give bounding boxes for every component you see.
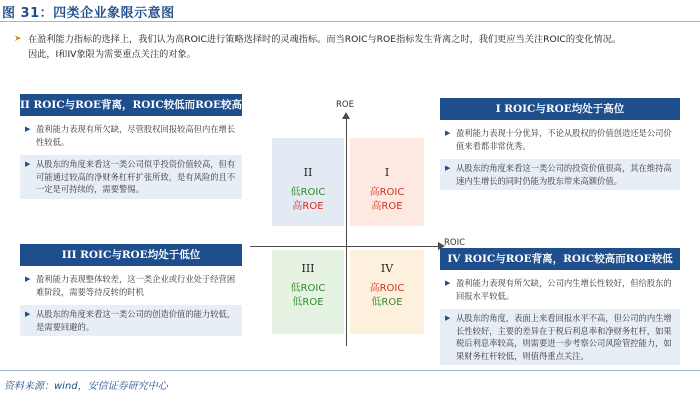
panel-bullet: ▶ 盈利能力表现整体较差，这一类企业或行业处于经营困难阶段，需要等待反转的时机 [25, 274, 236, 297]
roe-axis-label: ROE [336, 100, 354, 110]
quadrant-roe-label: 高ROE [371, 201, 403, 212]
quadrant-number: III [301, 262, 315, 275]
panel-quadrant-iii [20, 244, 242, 344]
roe-axis-line [346, 118, 347, 346]
quadrant-number: I [384, 166, 390, 179]
panel-bullet: ▶ 从股东的角度来看这一类公司似乎投资价值较高，但有可能通过较高的净财务杠杆扩张所致，是有风险的且不一定是可持续的，需要警惕。 [20, 155, 242, 199]
intro-line-2: 因此，I和IV象限为需要重点关注的对象。 [28, 49, 196, 60]
quadrant-roic-label: 高ROIC [369, 187, 405, 198]
panel-quadrant-i [440, 98, 680, 198]
quadrant-iv [350, 250, 424, 334]
quadrant-roic-label: 低ROIC [290, 283, 326, 294]
intro-text [14, 32, 694, 62]
axis-arrow-up-icon [342, 112, 350, 119]
roic-axis-label: ROIC [444, 238, 466, 248]
bullet-icon: ▶ [445, 164, 451, 172]
quadrant-roe-label: 高ROE [292, 201, 324, 212]
bullet-icon: ▶ [445, 314, 451, 322]
bullet-icon: ▶ [25, 160, 31, 168]
panel-heading: I ROIC与ROE均处于高位 [440, 98, 680, 120]
bullet-icon: ▶ [25, 275, 31, 283]
arrow-right-icon: ➤ [14, 34, 22, 44]
panel-quadrant-iv [440, 248, 680, 368]
panel-quadrant-ii [20, 94, 242, 194]
bullet-icon: ▶ [445, 129, 451, 137]
panel-heading: IV ROIC与ROE背离，ROIC较高而ROE较低 [440, 248, 680, 270]
figure-title: 图 31：四类企业象限示意图 [2, 6, 175, 21]
quadrant-number: II [303, 166, 313, 179]
source-note: 资料来源：wind，安信证券研究中心 [4, 381, 168, 392]
panel-heading: III ROIC与ROE均处于低位 [20, 244, 242, 266]
panel-bullet: ▶ 从股东的角度来看这一类公司的投资价值很高，其在维持高速内生增长的同时仍能为股东带来高额价值。 [440, 159, 680, 190]
intro-line-1: 在盈利能力指标的选择上，我们认为高ROIC进行策略选择时的灵魂指标。而当ROIC与ROE指标发生背离之时，我们更应当关注ROIC的变化情况。 [28, 34, 621, 45]
source-divider [0, 370, 700, 371]
panel-bullet: ▶ 从股东的角度，表面上来看回报水平不高，但公司的内生增长性较好，主要的差异在于税后利息率和净财务杠杆，如果税后利息率较高，则需要进一步考察公司风险管控能力，如果财务杠杆较低，则值得重点关注。 [440, 309, 680, 365]
panel-heading: II ROIC与ROE背离，ROIC较低而ROE较高 [20, 94, 242, 116]
bullet-icon: ▶ [445, 279, 451, 287]
quadrant-roe-label: 低ROE [371, 297, 403, 308]
panel-bullet: ▶ 盈利能力表现有所欠缺，公司内生增长性较好，但给股东的回报水平较低。 [445, 278, 672, 301]
panel-bullet: ▶ 盈利能力表现有所欠缺，尽管股权回报较高但内在增长性较低。 [25, 124, 236, 147]
quadrant-i [350, 138, 424, 226]
quadrant-ii [272, 138, 344, 226]
title-bar [0, 0, 700, 22]
panel-bullet: ▶ 从股东的角度来看这一类公司的创造价值的能力较低，是需要回避的。 [20, 305, 242, 336]
quadrant-roic-label: 高ROIC [369, 283, 405, 294]
bullet-icon: ▶ [25, 310, 31, 318]
quadrant-iii [272, 250, 344, 334]
bullet-icon: ▶ [25, 125, 31, 133]
quadrant-roic-label: 低ROIC [290, 187, 326, 198]
quadrant-roe-label: 低ROE [292, 297, 324, 308]
quadrant-number: IV [380, 262, 394, 275]
panel-bullet: ▶ 盈利能力表现十分优异，不论从股权的价值创造还是公司价值来看都非常优秀。 [445, 128, 672, 151]
roic-axis-line [250, 246, 440, 247]
